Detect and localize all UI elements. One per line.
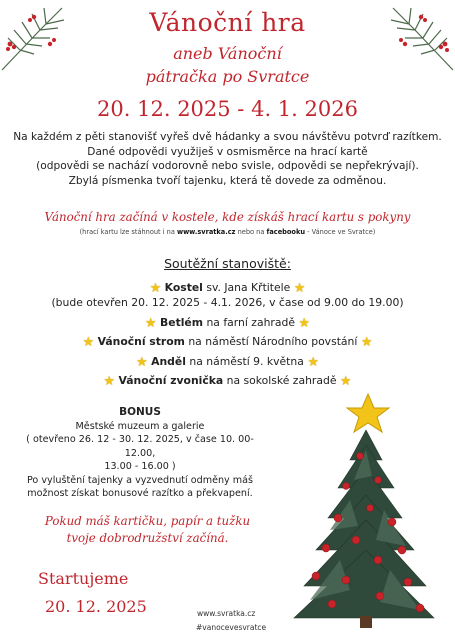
intro-line: Zbylá písmenka tvoří tajenku, která tě dovede za odměnou. xyxy=(68,174,387,187)
star-icon: ★ xyxy=(360,335,373,350)
bonus-hours-line: ( otevřeno 26. 12 - 30. 12. 2025, v čase 10. 00-12.00, xyxy=(26,434,254,459)
station-name: Vánoční strom xyxy=(97,335,185,348)
intro-line: (odpovědi se nachází vodorovně nebo svisle, odpovědi se nepřekrývají). xyxy=(36,160,419,172)
bonus-text-line: možnost získat bonusové razítko a překvapení. xyxy=(27,488,253,499)
closing-line: tvoje dobrodružství začíná. xyxy=(66,531,229,545)
station-name: Kostel xyxy=(164,281,203,294)
subtitle-line-1: aneb Vánoční xyxy=(173,44,282,63)
station-location: na náměstí Národního povstání xyxy=(184,335,358,348)
station-item xyxy=(0,352,455,372)
bonus-place: Městské muzeum a galerie xyxy=(75,420,205,432)
star-icon: ★ xyxy=(82,335,95,350)
bonus-section xyxy=(25,406,255,501)
website-link[interactable]: www.svratka.cz xyxy=(176,228,236,236)
star-icon: ★ xyxy=(144,315,157,331)
station-location: sv. Jana Křtitele xyxy=(202,281,291,294)
station-item xyxy=(0,371,455,391)
station-location: na náměstí 9. května xyxy=(185,354,304,368)
stations-list xyxy=(0,278,455,391)
station-item xyxy=(0,313,455,333)
start-date: 20. 12. 2025 xyxy=(45,597,147,616)
church-start-line: Vánoční hra začíná v kostele, kde získáš hrací kartu s pokyny xyxy=(44,210,411,224)
star-icon: ★ xyxy=(298,315,311,331)
station-location: na farní zahradě xyxy=(203,315,295,329)
intro-line: Dané odpovědi využiješ v osmisměrce na hrací kartě xyxy=(87,145,368,158)
station-location: na sokolské zahradě xyxy=(223,374,337,387)
intro-paragraph xyxy=(0,130,455,188)
station-note: (bude otevřen 20. 12. 2025 - 4.1. 2026, v čase od 9.00 do 19.00) xyxy=(51,295,404,309)
bonus-title: BONUS xyxy=(119,406,161,418)
station-name: Vánoční zvonička xyxy=(118,374,224,387)
bonus-hours-line: 13.00 - 16.00 ) xyxy=(104,461,176,472)
download-middle: nebo na xyxy=(235,228,267,236)
station-name: Betlém xyxy=(160,315,204,329)
download-note xyxy=(0,228,455,236)
page-title: Vánoční hra xyxy=(149,8,306,37)
facebook-link[interactable]: facebooku xyxy=(266,228,306,236)
intro-line: Na každém z pěti stanovišť vyřeš dvě hádanky a svou návštěvu potvrď razítkem. xyxy=(13,131,442,143)
start-label: Startujeme xyxy=(38,569,129,588)
station-item xyxy=(0,332,455,352)
bonus-text-line: Po vyluštění tajenky a vyzvednutí odměny máš xyxy=(26,474,253,486)
closing-message xyxy=(15,513,280,547)
subtitle-line-2: pátračka po Svratce xyxy=(145,67,310,86)
christmas-tree-illustration xyxy=(280,390,440,630)
footer-website[interactable]: www.svratka.cz xyxy=(197,609,256,618)
star-icon: ★ xyxy=(149,281,162,296)
star-icon: ★ xyxy=(293,281,306,296)
closing-line: Pokud máš kartičku, papír a tužku xyxy=(44,514,251,528)
tree-star-icon xyxy=(347,394,389,432)
download-prefix: (hrací kartu lze stáhnout i na xyxy=(79,228,177,236)
station-name: Anděl xyxy=(151,354,186,368)
stations-heading: Soutěžní stanoviště: xyxy=(164,256,291,271)
footer-hashtag: #vanocevesvratce xyxy=(196,623,267,632)
star-icon: ★ xyxy=(103,374,116,389)
star-icon: ★ xyxy=(307,354,319,370)
download-suffix: - Vánoce ve Svratce) xyxy=(305,228,376,236)
event-dates: 20. 12. 2025 - 4. 1. 2026 xyxy=(97,97,358,121)
star-icon: ★ xyxy=(136,354,148,370)
star-icon: ★ xyxy=(339,374,352,389)
